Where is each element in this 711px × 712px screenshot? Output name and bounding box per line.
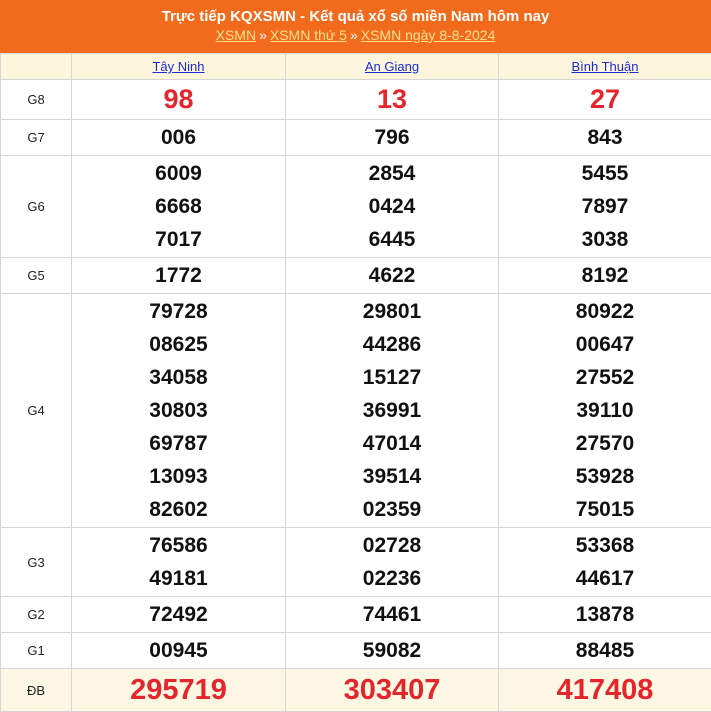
prize-number: 00945 — [72, 634, 285, 667]
province-header — [72, 54, 286, 80]
prize-number: 8192 — [499, 259, 711, 292]
prize-number: 6009 — [72, 157, 285, 190]
prize-number: 006 — [72, 121, 285, 154]
prize-cell — [286, 597, 499, 633]
prize-cell — [499, 294, 711, 528]
prize-number: 39110 — [499, 394, 711, 427]
prize-number: 4622 — [286, 259, 498, 292]
prize-number: 3038 — [499, 223, 711, 256]
prize-number: 15127 — [286, 361, 498, 394]
prize-number: 0424 — [286, 190, 498, 223]
prize-cell — [499, 258, 711, 294]
prize-cell — [499, 633, 711, 669]
prize-cell — [499, 120, 711, 156]
prize-label: G7 — [1, 120, 72, 156]
prize-table-body — [1, 80, 711, 712]
prize-cell — [72, 156, 286, 258]
province-header — [286, 54, 499, 80]
prize-cell — [286, 80, 499, 120]
prize-number: 7017 — [72, 223, 285, 256]
province-link-binh-thuan[interactable]: Bình Thuận — [572, 59, 639, 74]
breadcrumb — [0, 27, 711, 44]
prize-number: 75015 — [499, 493, 711, 526]
prize-cell — [499, 597, 711, 633]
prize-number: 44617 — [499, 562, 711, 595]
prize-number: 7897 — [499, 190, 711, 223]
prize-number: 98 — [72, 81, 285, 118]
breadcrumb-separator: » — [259, 27, 267, 43]
province-link-tay-ninh[interactable]: Tây Ninh — [152, 59, 204, 74]
prize-cell — [72, 80, 286, 120]
prize-cell — [499, 669, 711, 712]
prize-cell — [72, 597, 286, 633]
prize-cell — [499, 528, 711, 597]
prize-number: 59082 — [286, 634, 498, 667]
corner-cell — [1, 54, 72, 80]
prize-row — [1, 156, 711, 258]
prize-cell — [72, 669, 286, 712]
prize-cell — [499, 80, 711, 120]
prize-number: 6668 — [72, 190, 285, 223]
prize-cell — [286, 528, 499, 597]
prize-number: 69787 — [72, 427, 285, 460]
prize-row — [1, 528, 711, 597]
breadcrumb-xsmn-thu-5[interactable]: XSMN thứ 5 — [270, 27, 347, 43]
prize-row — [1, 80, 711, 120]
prize-number: 02359 — [286, 493, 498, 526]
prize-number: 72492 — [72, 598, 285, 631]
prize-number: 49181 — [72, 562, 285, 595]
prize-cell — [72, 120, 286, 156]
prize-cell — [286, 669, 499, 712]
prize-number: 27552 — [499, 361, 711, 394]
prize-number: 2854 — [286, 157, 498, 190]
prize-number: 417408 — [499, 670, 711, 710]
prize-label: G2 — [1, 597, 72, 633]
prize-label: G5 — [1, 258, 72, 294]
breadcrumb-xsmn-date[interactable]: XSMN ngày 8-8-2024 — [361, 27, 496, 43]
prize-cell — [286, 294, 499, 528]
prize-number: 796 — [286, 121, 498, 154]
prize-number: 843 — [499, 121, 711, 154]
prize-cell — [72, 258, 286, 294]
prize-cell — [72, 294, 286, 528]
province-header-row — [1, 54, 711, 80]
prize-number: 00647 — [499, 328, 711, 361]
prize-number: 27 — [499, 81, 711, 118]
prize-number: 82602 — [72, 493, 285, 526]
prize-number: 34058 — [72, 361, 285, 394]
breadcrumb-separator: » — [350, 27, 358, 43]
prize-label: G4 — [1, 294, 72, 528]
prize-number: 76586 — [72, 529, 285, 562]
prize-cell — [72, 633, 286, 669]
prize-cell — [499, 156, 711, 258]
prize-label: G8 — [1, 80, 72, 120]
prize-number: 295719 — [72, 670, 285, 710]
results-table — [0, 53, 711, 712]
prize-number: 6445 — [286, 223, 498, 256]
page-header — [0, 0, 711, 53]
prize-cell — [286, 633, 499, 669]
prize-number: 303407 — [286, 670, 498, 710]
prize-number: 47014 — [286, 427, 498, 460]
prize-number: 36991 — [286, 394, 498, 427]
prize-number: 53928 — [499, 460, 711, 493]
page-title: Trực tiếp KQXSMN - Kết quả xổ số miền Nam hôm nay — [0, 0, 711, 25]
breadcrumb-xsmn[interactable]: XSMN — [216, 27, 256, 43]
prize-label: G3 — [1, 528, 72, 597]
prize-number: 88485 — [499, 634, 711, 667]
prize-number: 74461 — [286, 598, 498, 631]
prize-number: 02728 — [286, 529, 498, 562]
prize-row — [1, 669, 711, 712]
prize-row — [1, 258, 711, 294]
prize-row — [1, 633, 711, 669]
prize-row — [1, 294, 711, 528]
province-header — [499, 54, 711, 80]
prize-number: 13093 — [72, 460, 285, 493]
prize-number: 79728 — [72, 295, 285, 328]
prize-number: 13878 — [499, 598, 711, 631]
prize-cell — [72, 528, 286, 597]
prize-label: G1 — [1, 633, 72, 669]
prize-number: 53368 — [499, 529, 711, 562]
prize-number: 08625 — [72, 328, 285, 361]
prize-number: 1772 — [72, 259, 285, 292]
prize-label: G6 — [1, 156, 72, 258]
prize-cell — [286, 258, 499, 294]
prize-number: 13 — [286, 81, 498, 118]
prize-number: 44286 — [286, 328, 498, 361]
prize-number: 80922 — [499, 295, 711, 328]
prize-row — [1, 597, 711, 633]
province-link-an-giang[interactable]: An Giang — [365, 59, 419, 74]
prize-cell — [286, 156, 499, 258]
prize-row — [1, 120, 711, 156]
prize-number: 02236 — [286, 562, 498, 595]
prize-cell — [286, 120, 499, 156]
prize-number: 27570 — [499, 427, 711, 460]
prize-label: ĐB — [1, 669, 72, 712]
prize-number: 5455 — [499, 157, 711, 190]
prize-number: 30803 — [72, 394, 285, 427]
prize-number: 29801 — [286, 295, 498, 328]
prize-number: 39514 — [286, 460, 498, 493]
